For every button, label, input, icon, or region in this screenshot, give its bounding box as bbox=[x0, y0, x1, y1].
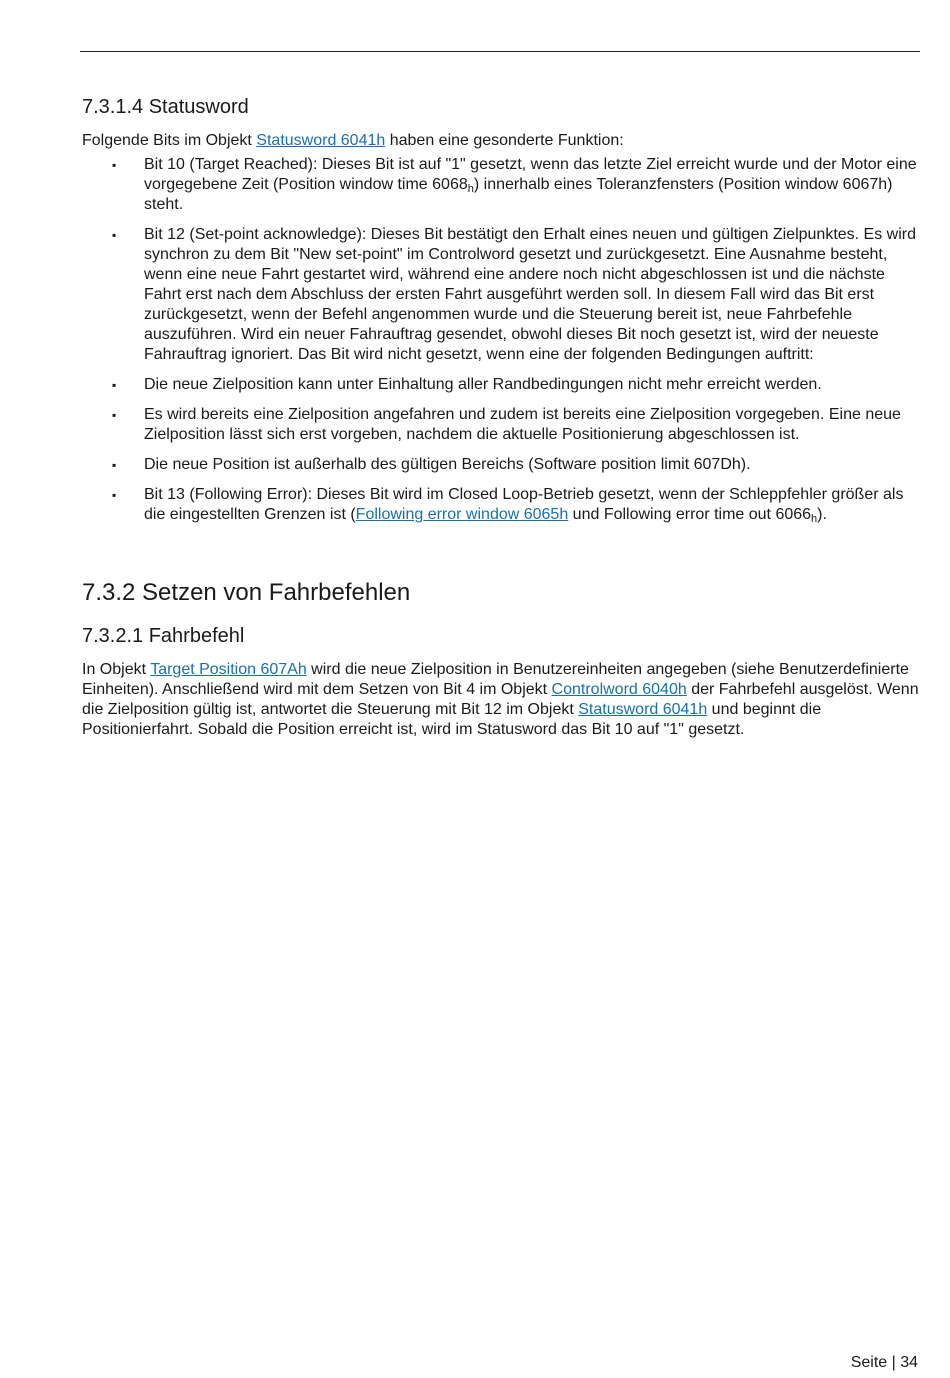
list-item: ▪ Bit 13 (Following Error): Dieses Bit wird im Closed Loop-Betrieb gesetzt, wenn der Schleppfehler größer als die eingestellten Grenzen ist (Following error window 6065h und Following error time out $6066_h$). bbox=[82, 485, 922, 525]
link-controlword-6040h[interactable]: Controlword 6040h bbox=[551, 681, 687, 698]
fahrbefehl-paragraph: In Objekt Target Position 607Ah wird die neue Zielposition in Benutzereinheiten angegeben (siehe Benutzerdefinierte Einheiten). Anschließend wird mit dem Setzen von Bit 4 im Objekt Controlword 6040h der Fahrbefehl ausgelöst. Wenn die Zielposition gültig ist, antwortet die Steuerung mit Bit 12 im Objekt Statusword 6041h und beginnt die Positionierfahrt. Sobald die Position erreicht ist, wird im Statusword das Bit 10 auf "1" gesetzt. bbox=[82, 661, 919, 738]
list-item: ▪ Bit 10 (Target Reached): Dieses Bit ist auf "1" gesetzt, wenn das letzte Ziel erreicht wurde und der Motor eine vorgegebene Zeit (Position window time $6068_h$) innerhalb eines Toleranzfensters (Position window 6067h) steht. bbox=[82, 155, 922, 215]
heading-statusword: 7.3.1.4 Statusword bbox=[82, 96, 249, 118]
header-rule bbox=[80, 51, 920, 52]
statusword-bit-list bbox=[82, 155, 922, 525]
link-target-position-607ah[interactable]: Target Position 607Ah bbox=[150, 661, 307, 678]
statusword-intro: Folgende Bits im Objekt Statusword 6041h haben eine gesonderte Funktion: bbox=[82, 132, 624, 149]
list-item: ▪ Es wird bereits eine Zielposition angefahren und zudem ist bereits eine Zielposition vorgegeben. Eine neue Zielposition lässt sich erst vorgeben, nachdem die aktuelle Positionierung abgeschlossen ist. bbox=[82, 405, 922, 445]
list-item: ▪ Die neue Zielposition kann unter Einhaltung aller Randbedingungen nicht mehr erreicht werden. bbox=[82, 375, 922, 395]
link-following-error-window[interactable]: Following error window 6065h bbox=[355, 506, 569, 523]
list-item: ▪ Bit 12 (Set-point acknowledge): Dieses Bit bestätigt den Erhalt eines neuen und gültigen Zielpunktes. Es wird synchron zu dem Bit "New set-point" im Controlword gesetzt und zurückgesetzt. Eine Ausnahme besteht, wenn eine neue Fahrt gestartet wird, während eine andere noch nicht abgeschlossen ist und die nächste Fahrt erst nach dem Abschluss der ersten Fahrt ausgeführt werden soll. In diesem Fall wird das Bit erst zurückgesetzt, wenn der Befehl angenommen wurde und die Steuerung bereit ist, neue Fahrbefehle auszuführen. Wird ein neuer Fahrauftrag gesendet, obwohl dieses Bit noch gesetzt ist, wird der neueste Fahrauftrag ignoriert. Das Bit wird nicht gesetzt, wenn eine der folgenden Bedingungen auftritt: bbox=[82, 225, 922, 365]
page-number: Seite | 34 bbox=[850, 1354, 918, 1371]
link-statusword-6041h[interactable]: Statusword 6041h bbox=[256, 132, 386, 149]
link-statusword-6041h-2[interactable]: Statusword 6041h bbox=[578, 701, 708, 718]
document-body bbox=[82, 96, 922, 740]
heading-fahrbefehl: 7.3.2.1 Fahrbefehl bbox=[82, 625, 245, 647]
list-item: ▪ Die neue Position ist außerhalb des gültigen Bereichs (Software position limit 607Dh). bbox=[82, 455, 922, 475]
heading-setzen-von-fahrbefehlen: 7.3.2 Setzen von Fahrbefehlen bbox=[82, 579, 411, 606]
